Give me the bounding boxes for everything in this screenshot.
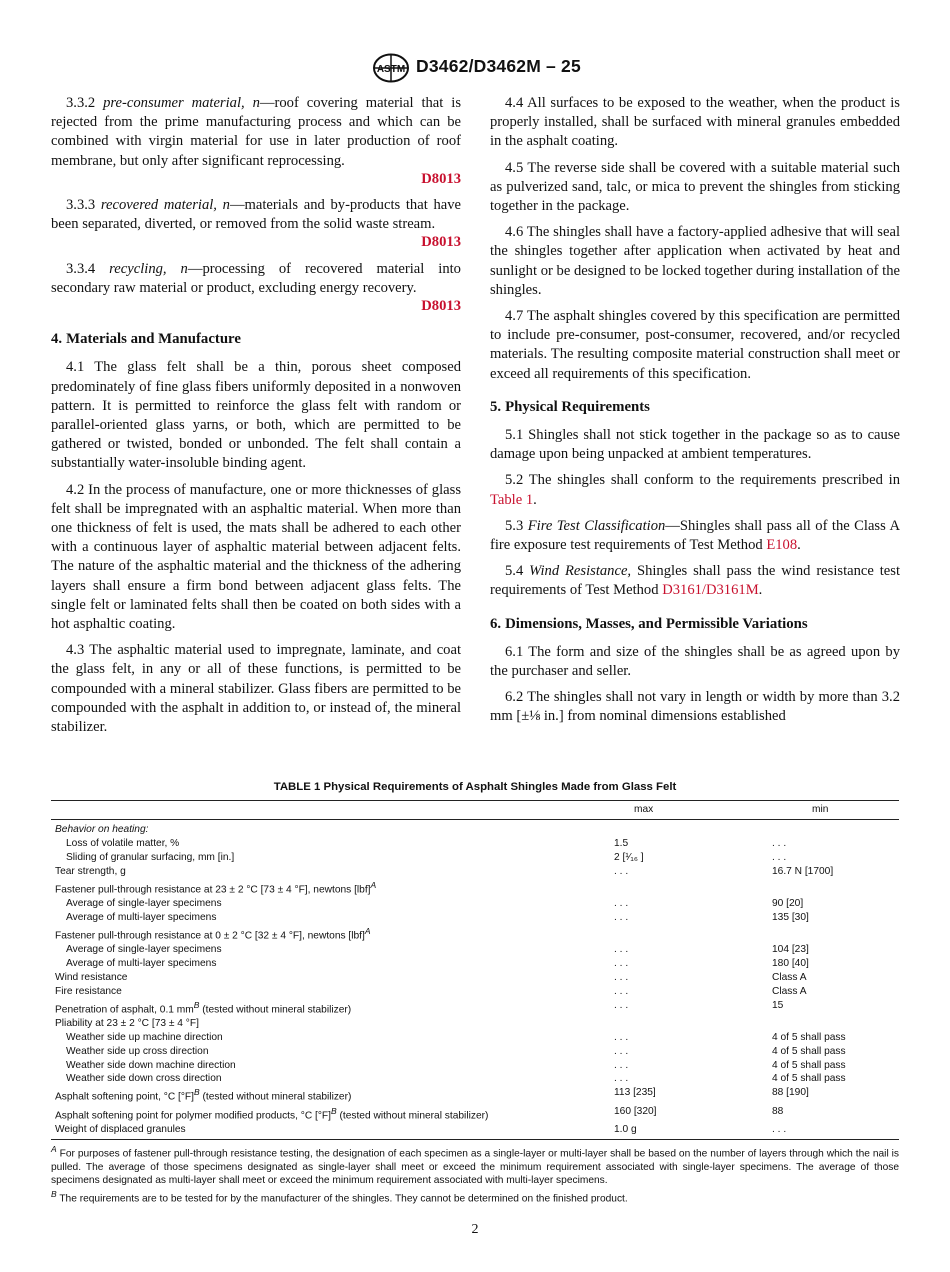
row-label bbox=[51, 1086, 614, 1104]
row-label bbox=[51, 1123, 614, 1139]
row-label bbox=[51, 925, 614, 943]
section-number: 4. bbox=[51, 331, 63, 348]
row-label-text: Weather side up machine direction bbox=[66, 1031, 223, 1043]
paragraph-4-7: 4.7 The asphalt shingles covered by this specification are permitted to include pre-consumer, post-consumer, recovered, and/or recycled materials. The resulting composite material construction shall meet or exceed all requirements of this specification. bbox=[490, 308, 900, 382]
footnote-text: For purposes of fastener pull-through resistance testing, the designation of each specimen as a single-layer or multi-layer shall be based on the number of layers through which the nail is pulled. The average of those specimens designated as single-layer shall meet or exceed the minimum requirement associated with single-layer specimens. The average of those specimens designated as multi-layer shall meet or exceed the minimum requirement associated with multi-layer specimens. bbox=[51, 1148, 899, 1187]
header-max: max bbox=[614, 801, 772, 820]
d3161-link[interactable]: D3161/D3161M bbox=[662, 582, 759, 599]
max-value: . . . bbox=[614, 897, 629, 909]
max-value: . . . bbox=[614, 1059, 629, 1071]
paragraph-4-3: 4.3 The asphaltic material used to impregnate, laminate, and coat the glass felt, in any or all of these functions, is permitted to be compounded with a mineral stabilizer. Glass fibers are permitted to be compounded with the asphalt in addition to, or instead of, the mineral stabilizer. bbox=[51, 642, 461, 736]
table-row bbox=[51, 957, 899, 971]
section-heading-4 bbox=[51, 330, 461, 349]
para-number: 3.3.4 bbox=[66, 260, 96, 277]
table-row bbox=[51, 1059, 899, 1073]
max-value: 160 [320] bbox=[614, 1105, 657, 1117]
footnote-marker: B bbox=[51, 1189, 57, 1200]
row-label bbox=[51, 897, 614, 911]
row-label-text: Asphalt softening point, °C [°F] bbox=[55, 1091, 194, 1103]
left-column bbox=[51, 94, 461, 744]
para-end: . bbox=[533, 491, 537, 508]
table-row bbox=[51, 925, 899, 943]
paragraph-4-4: 4.4 All surfaces to be exposed to the weather, when the product is properly installed, shall be surfaced with mineral granules embedded in the asphalt coating. bbox=[490, 95, 900, 150]
max-value: 113 [235] bbox=[614, 1087, 656, 1099]
section-number: 6. bbox=[490, 615, 502, 632]
footnote-a bbox=[51, 1143, 899, 1188]
min-value: 4 of 5 shall pass bbox=[772, 1045, 846, 1057]
reference-link[interactable]: D8013 bbox=[421, 298, 461, 315]
table-row bbox=[51, 851, 899, 865]
table-row bbox=[51, 911, 899, 925]
row-label bbox=[51, 1017, 614, 1031]
astm-logo-icon bbox=[372, 53, 410, 83]
footnote-b bbox=[51, 1188, 899, 1206]
row-label-text: Penetration of asphalt, 0.1 mm bbox=[55, 1003, 194, 1015]
table-header-row bbox=[51, 801, 899, 820]
row-label bbox=[51, 1105, 614, 1123]
min-value: 4 of 5 shall pass bbox=[772, 1031, 846, 1043]
min-value bbox=[772, 819, 899, 836]
row-label-text: Average of single-layer specimens bbox=[66, 897, 222, 909]
footnote-ref: A bbox=[364, 925, 371, 936]
para-number: 5.4 bbox=[505, 563, 524, 580]
max-value: . . . bbox=[614, 943, 629, 955]
row-label-text: Weather side down machine direction bbox=[66, 1059, 236, 1071]
row-label-text: Average of single-layer specimens bbox=[66, 943, 222, 955]
row-label-text: Fastener pull-through resistance at 23 ± 2 °C [73 ± 4 °F], newtons [lbf] bbox=[55, 883, 371, 895]
row-label-text: Asphalt softening point for polymer modified products, °C [°F] bbox=[55, 1110, 331, 1122]
min-value: Class A bbox=[772, 971, 807, 983]
e108-link[interactable]: E108 bbox=[766, 537, 798, 554]
paragraph-5-2 bbox=[490, 471, 900, 509]
defined-term: recycling, n bbox=[109, 260, 188, 277]
paragraph-3-3-2 bbox=[51, 94, 461, 189]
row-label bbox=[51, 879, 614, 897]
paragraph-3-3-4 bbox=[51, 260, 461, 317]
definition-text: —materials and by-products that have been separated, diverted, or removed from the solid waste stream. bbox=[51, 197, 462, 233]
para-number: 3.3.2 bbox=[66, 95, 96, 111]
max-value: . . . bbox=[614, 865, 629, 877]
reference-link[interactable]: D8013 bbox=[421, 170, 461, 187]
min-value: 88 bbox=[772, 1105, 784, 1117]
max-value: . . . bbox=[614, 1073, 629, 1085]
paragraph-6-1: 6.1 The form and size of the shingles shall be as agreed upon by the purchaser and seller. bbox=[490, 643, 900, 680]
paragraph-5-1: 5.1 Shingles shall not stick together in the package so as to cause damage upon being unpacked at ambient temperatures. bbox=[490, 427, 900, 463]
min-value: 88 [190] bbox=[772, 1087, 809, 1099]
min-value: 15 bbox=[772, 999, 784, 1011]
header-requirement bbox=[51, 801, 614, 820]
row-label-text: Fastener pull-through resistance at 0 ± 2 °C [32 ± 4 °F], newtons [lbf] bbox=[55, 930, 365, 942]
max-value bbox=[614, 819, 772, 836]
section-title: Dimensions, Masses, and Permissible Variations bbox=[505, 615, 808, 632]
row-label-tail: (tested without mineral stabilizer) bbox=[199, 1003, 352, 1015]
min-value: 4 of 5 shall pass bbox=[772, 1073, 846, 1085]
max-value: . . . bbox=[614, 985, 629, 997]
row-label-text: Average of multi-layer specimens bbox=[66, 957, 217, 969]
row-label bbox=[51, 1031, 614, 1045]
row-label-text: Fire resistance bbox=[55, 985, 122, 997]
paragraph-5-4 bbox=[490, 562, 900, 600]
footnote-ref: B bbox=[193, 1087, 200, 1098]
section-number: 5. bbox=[490, 398, 502, 415]
footnote-text: The requirements are to be tested for by the manufacturer of the shingles. They cannot be determined on the finished product. bbox=[56, 1193, 628, 1205]
row-label bbox=[51, 971, 614, 985]
table-row bbox=[51, 819, 899, 836]
row-label bbox=[51, 837, 614, 851]
min-value: Class A bbox=[772, 985, 807, 997]
row-label-tail: (tested without mineral stabilizer) bbox=[199, 1091, 352, 1103]
paragraph-4-1: 4.1 The glass felt shall be a thin, porous sheet composed predominately of fine glass fibers uniformly deposited in a nonwoven pattern. It is permitted to reinforce the glass felt with random or parallel-oriented glass yarns, or both, which are permitted to be gathered or twisted, bonded or unbonded. The felt shall contain a substantially water-insoluble binding agent. bbox=[51, 359, 461, 472]
table-1-link[interactable]: Table 1 bbox=[490, 491, 534, 508]
row-label bbox=[51, 819, 614, 836]
row-label-text: Behavior on heating: bbox=[55, 823, 149, 835]
table-row bbox=[51, 971, 899, 985]
table-row bbox=[51, 1123, 899, 1139]
min-value: . . . bbox=[772, 1123, 899, 1139]
section-heading-6 bbox=[490, 615, 900, 634]
paragraph-4-6: 4.6 The shingles shall have a factory-applied adhesive that will seal the shingles together after application when activated by heat and sunlight or be designed to be locked together during installation of the shingles. bbox=[490, 224, 900, 298]
table-title: TABLE 1 Physical Requirements of Asphalt Shingles Made from Glass Felt bbox=[273, 781, 677, 793]
row-label-text: Average of multi-layer specimens bbox=[66, 911, 217, 923]
reference-link[interactable]: D8013 bbox=[421, 234, 461, 251]
section-title: Materials and Manufacture bbox=[66, 331, 241, 348]
max-value bbox=[614, 879, 772, 897]
row-label bbox=[51, 1072, 614, 1086]
row-label bbox=[51, 985, 614, 999]
defined-term: Wind Resistance, bbox=[529, 563, 632, 580]
table-1 bbox=[51, 781, 899, 1206]
row-label bbox=[51, 957, 614, 971]
max-value: . . . bbox=[614, 911, 629, 923]
page-number: 2 bbox=[471, 1222, 479, 1237]
min-value bbox=[772, 925, 899, 943]
min-value: 180 [40] bbox=[772, 957, 809, 969]
max-value bbox=[614, 925, 772, 943]
row-label bbox=[51, 1045, 614, 1059]
row-label-text: Weather side down cross direction bbox=[66, 1073, 222, 1085]
table-body bbox=[51, 819, 899, 1139]
min-value bbox=[772, 1017, 899, 1031]
min-value: 104 [23] bbox=[772, 943, 809, 955]
min-value: 4 of 5 shall pass bbox=[772, 1059, 846, 1071]
table-row bbox=[51, 1031, 899, 1045]
footnote-ref: A bbox=[370, 879, 377, 890]
row-label-text: Weight of displaced granules bbox=[55, 1123, 186, 1135]
defined-term: recovered material, n bbox=[100, 197, 230, 214]
section-title: Physical Requirements bbox=[505, 398, 650, 415]
min-value: 16.7 N [1700] bbox=[772, 865, 834, 877]
paragraph-4-5: 4.5 The reverse side shall be covered with a suitable material such as pulverized sand, talc, or mica to prevent the shingles from sticking together in the package. bbox=[490, 159, 900, 215]
row-label bbox=[51, 865, 614, 879]
table-row bbox=[51, 1105, 899, 1123]
right-column bbox=[490, 94, 900, 734]
para-number: 3.3.3 bbox=[66, 197, 96, 214]
row-label bbox=[51, 851, 614, 865]
table-row bbox=[51, 1072, 899, 1086]
max-value: . . . bbox=[614, 971, 629, 983]
table-row bbox=[51, 1045, 899, 1059]
min-value: 135 [30] bbox=[772, 911, 809, 923]
defined-term: pre-consumer material, n bbox=[103, 95, 260, 111]
row-label bbox=[51, 943, 614, 957]
table-row bbox=[51, 879, 899, 897]
max-value: . . . bbox=[614, 1045, 629, 1057]
standard-designation: D3462/D3462M – 25 bbox=[416, 56, 581, 76]
header-min: min bbox=[772, 801, 899, 820]
para-text: —Shingles shall pass all of the Class A fire exposure test requirements of Test Method bbox=[490, 517, 900, 554]
max-value: . . . bbox=[614, 1031, 629, 1043]
max-value: 2 [¹⁄₁₆ ] bbox=[614, 851, 644, 863]
paragraph-5-3 bbox=[490, 517, 900, 555]
min-value: 90 [20] bbox=[772, 897, 804, 909]
row-label-text: Sliding of granular surfacing, mm [in.] bbox=[66, 851, 235, 863]
footnote-marker: A bbox=[51, 1143, 57, 1154]
para-text: Shingles shall pass the wind resistance test requirements of Test Method bbox=[490, 563, 900, 599]
table-row bbox=[51, 837, 899, 851]
row-label-text: Wind resistance bbox=[55, 971, 128, 983]
para-end: . bbox=[797, 537, 801, 554]
section-heading-5 bbox=[490, 398, 900, 417]
para-end: . bbox=[758, 582, 763, 599]
table-row bbox=[51, 865, 899, 879]
page-header bbox=[0, 53, 950, 87]
table-row bbox=[51, 1017, 899, 1031]
max-value: . . . bbox=[614, 957, 629, 969]
min-value: . . . bbox=[772, 837, 787, 849]
requirements-table bbox=[51, 800, 899, 1140]
footnote-ref: B bbox=[330, 1105, 337, 1116]
row-label-tail: (tested without mineral stabilizer) bbox=[336, 1110, 489, 1122]
min-value bbox=[772, 879, 899, 897]
definition-text: —roof covering material that is rejected from the prime manufacturing process and which can be combined with virgin material for use in later production of roof membrane, but only after significant reprocessing. bbox=[51, 95, 462, 169]
defined-term: Fire Test Classification bbox=[527, 517, 666, 534]
table-row bbox=[51, 999, 899, 1017]
max-value bbox=[614, 1017, 772, 1031]
table-row bbox=[51, 943, 899, 957]
paragraph-3-3-3 bbox=[51, 196, 461, 253]
row-label bbox=[51, 1059, 614, 1073]
paragraph-6-2: 6.2 The shingles shall not vary in length or width by more than 3.2 mm [±⅛ in.] from nominal dimensions established bbox=[490, 689, 900, 725]
row-label-text: Weather side up cross direction bbox=[66, 1045, 209, 1057]
max-value: 1.5 bbox=[614, 837, 629, 849]
para-number: 5.3 bbox=[505, 517, 524, 534]
min-value: . . . bbox=[772, 851, 787, 863]
para-text: 5.2 The shingles shall conform to the requirements prescribed in bbox=[505, 472, 900, 489]
max-value: 1.0 g bbox=[614, 1123, 772, 1139]
row-label bbox=[51, 999, 614, 1017]
table-row bbox=[51, 985, 899, 999]
row-label-text: Tear strength, g bbox=[55, 865, 126, 877]
table-footnotes bbox=[51, 1143, 899, 1206]
paragraph-4-2: 4.2 In the process of manufacture, one or more thicknesses of glass felt shall be impregnated with an asphaltic material. When more than one thickness of felt is used, the mats shall be adhered to each other with a continuous layer of asphaltic material between adjacent felts. The nature of the asphaltic material and the thickness of the adhering layers shall ensure a firm bond between adjacent glass felts. The single felt or laminated felts shall then be coated on both sides with a hot asphaltic coating. bbox=[51, 481, 461, 633]
row-label-text: Pliability at 23 ± 2 °C [73 ± 4 °F] bbox=[55, 1017, 199, 1029]
max-value: . . . bbox=[614, 999, 629, 1011]
row-label-text: Loss of volatile matter, % bbox=[66, 837, 180, 849]
definition-text: —processing of recovered material into secondary raw material or product, excluding energy recovery. bbox=[51, 260, 461, 296]
row-label bbox=[51, 911, 614, 925]
table-row bbox=[51, 897, 899, 911]
footnote-ref: B bbox=[193, 999, 200, 1010]
logo-text: ASTM bbox=[376, 64, 406, 75]
table-row bbox=[51, 1086, 899, 1104]
